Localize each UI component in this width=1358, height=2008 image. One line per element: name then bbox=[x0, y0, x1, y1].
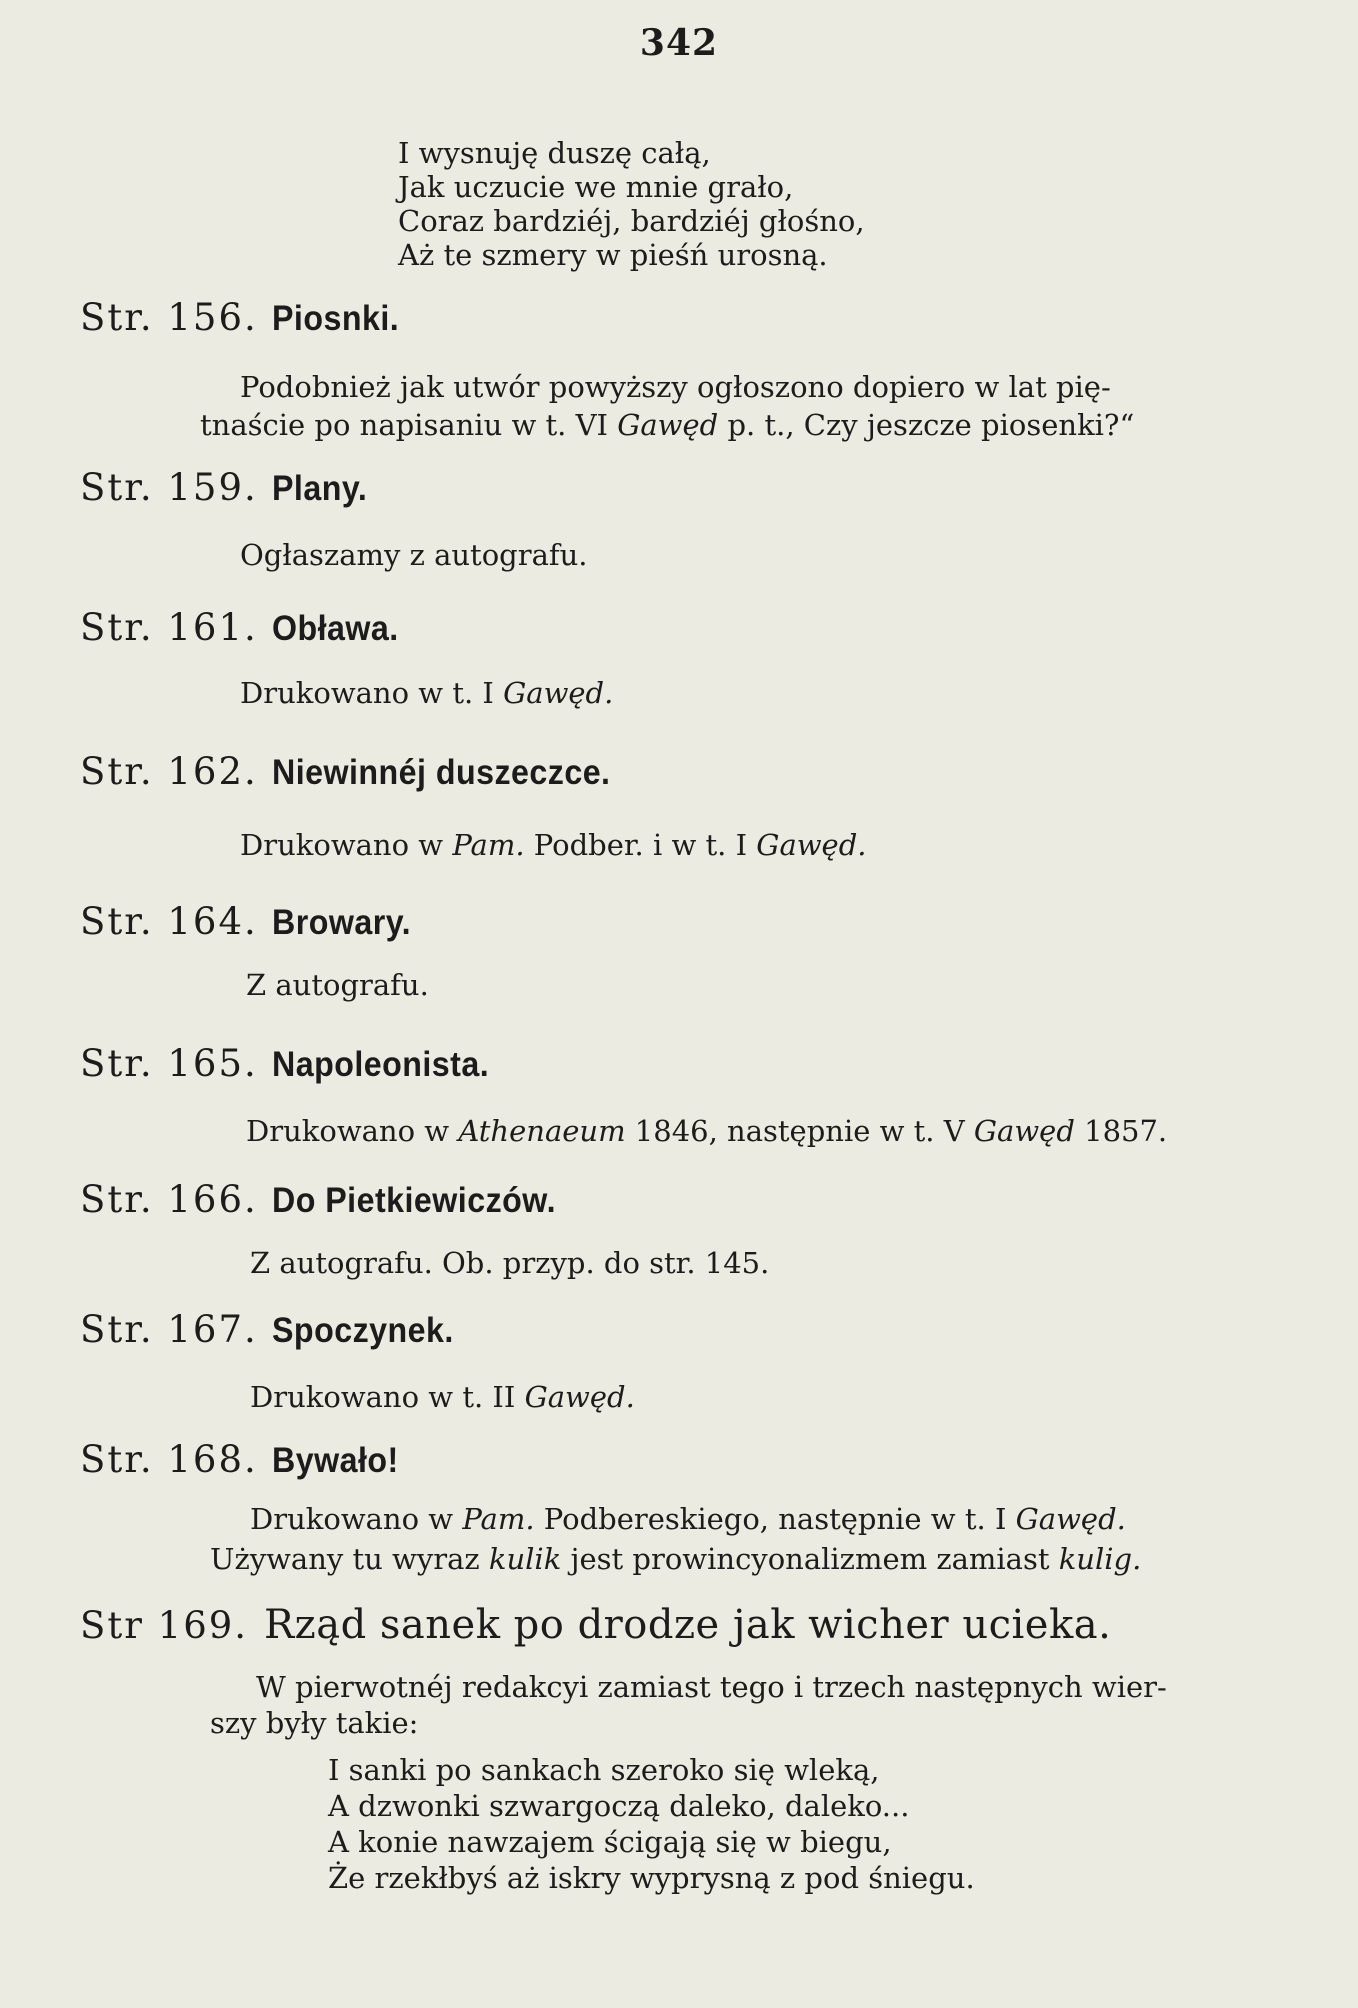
page-reference: Str. 159. bbox=[80, 466, 258, 509]
entry-note: Z autografu. bbox=[246, 968, 429, 1002]
verse-line: I sanki po sankach szeroko się wleką, bbox=[328, 1753, 880, 1787]
entry-heading bbox=[80, 606, 409, 649]
verse-line: Że rzekłbyś aż iskry wyprysną z pod śniegu. bbox=[328, 1861, 975, 1895]
page-reference: Str. 167. bbox=[80, 1308, 258, 1351]
opening-verse bbox=[398, 136, 865, 272]
entry-title: Spoczynek. bbox=[271, 1311, 454, 1350]
entry-note: Używany tu wyraz kulik jest prowincyonalizmem zamiast kulig. bbox=[210, 1542, 1142, 1576]
entry-note: W pierwotnéj redakcyi zamiast tego i trzech następnych wier- bbox=[256, 1670, 1167, 1704]
entry-note: Podobnież jak utwór powyższy ogłoszono dopiero w lat pię- bbox=[240, 370, 1111, 404]
entry-note: tnaście po napisaniu w t. VI Gawęd p. t., Czy jeszcze piosenki?“ bbox=[200, 408, 1135, 442]
entry-note: Drukowano w Pam. Podbereskiego, następnie w t. I Gawęd. bbox=[250, 1502, 1126, 1536]
entry-title: Rząd sanek po drodze jak wicher ucieka. bbox=[264, 1602, 1112, 1648]
entry-title: Browary. bbox=[271, 903, 411, 942]
entry-heading bbox=[80, 1602, 1111, 1648]
page-reference: Str. 166. bbox=[80, 1178, 258, 1221]
entry-title: Do Pietkiewiczów. bbox=[271, 1181, 556, 1220]
page-reference: Str. 168. bbox=[80, 1438, 258, 1481]
page-reference: Str. 162. bbox=[80, 750, 258, 793]
closing-verse bbox=[328, 1752, 975, 1896]
entry-title: Niewinnéj duszeczce. bbox=[271, 753, 611, 792]
entry-title: Napoleonista. bbox=[271, 1045, 489, 1084]
entry-heading bbox=[80, 466, 375, 509]
entry-note: Drukowano w Pam. Podber. i w t. I Gawęd. bbox=[240, 828, 867, 862]
verse-line: A konie nawzajem ścigają się w biegu, bbox=[328, 1825, 892, 1859]
entry-note: Ogłaszamy z autografu. bbox=[240, 538, 588, 572]
verse-line: Coraz bardziéj, bardziéj głośno, bbox=[398, 204, 865, 238]
entry-note: szy były takie: bbox=[210, 1706, 419, 1740]
page-reference: Str. 156. bbox=[80, 296, 258, 339]
entry-note: Drukowano w t. II Gawęd. bbox=[250, 1380, 635, 1414]
page-reference: Str. 164. bbox=[80, 900, 258, 943]
entry-note: Drukowano w t. I Gawęd. bbox=[240, 676, 614, 710]
entry-heading bbox=[80, 1042, 508, 1085]
entry-title: Plany. bbox=[271, 469, 367, 508]
page-reference: Str. 165. bbox=[80, 1042, 258, 1085]
entry-title: Bywało! bbox=[271, 1441, 399, 1480]
entry-heading bbox=[80, 900, 423, 943]
page-reference: Str 169. bbox=[80, 1604, 249, 1647]
verse-line: Jak uczucie we mnie grało, bbox=[398, 170, 794, 204]
entry-heading bbox=[80, 1178, 580, 1221]
entry-note: Z autografu. Ob. przyp. do str. 145. bbox=[250, 1246, 770, 1280]
page-reference: Str. 161. bbox=[80, 606, 258, 649]
verse-line: A dzwonki szwargoczą daleko, daleko... bbox=[328, 1789, 910, 1823]
entry-title: Piosnki. bbox=[271, 299, 399, 338]
entry-heading bbox=[80, 1308, 469, 1351]
entry-title: Obława. bbox=[271, 609, 399, 648]
entry-note: Drukowano w Athenaeum 1846, następnie w t. V Gawęd 1857. bbox=[246, 1114, 1168, 1148]
entry-heading bbox=[80, 1438, 409, 1481]
entry-heading bbox=[80, 296, 410, 339]
page-number: 342 bbox=[639, 22, 719, 64]
verse-line: I wysnuję duszę całą, bbox=[398, 136, 711, 170]
entry-heading bbox=[80, 750, 640, 793]
verse-line: Aż te szmery w pieśń urosną. bbox=[398, 238, 828, 272]
